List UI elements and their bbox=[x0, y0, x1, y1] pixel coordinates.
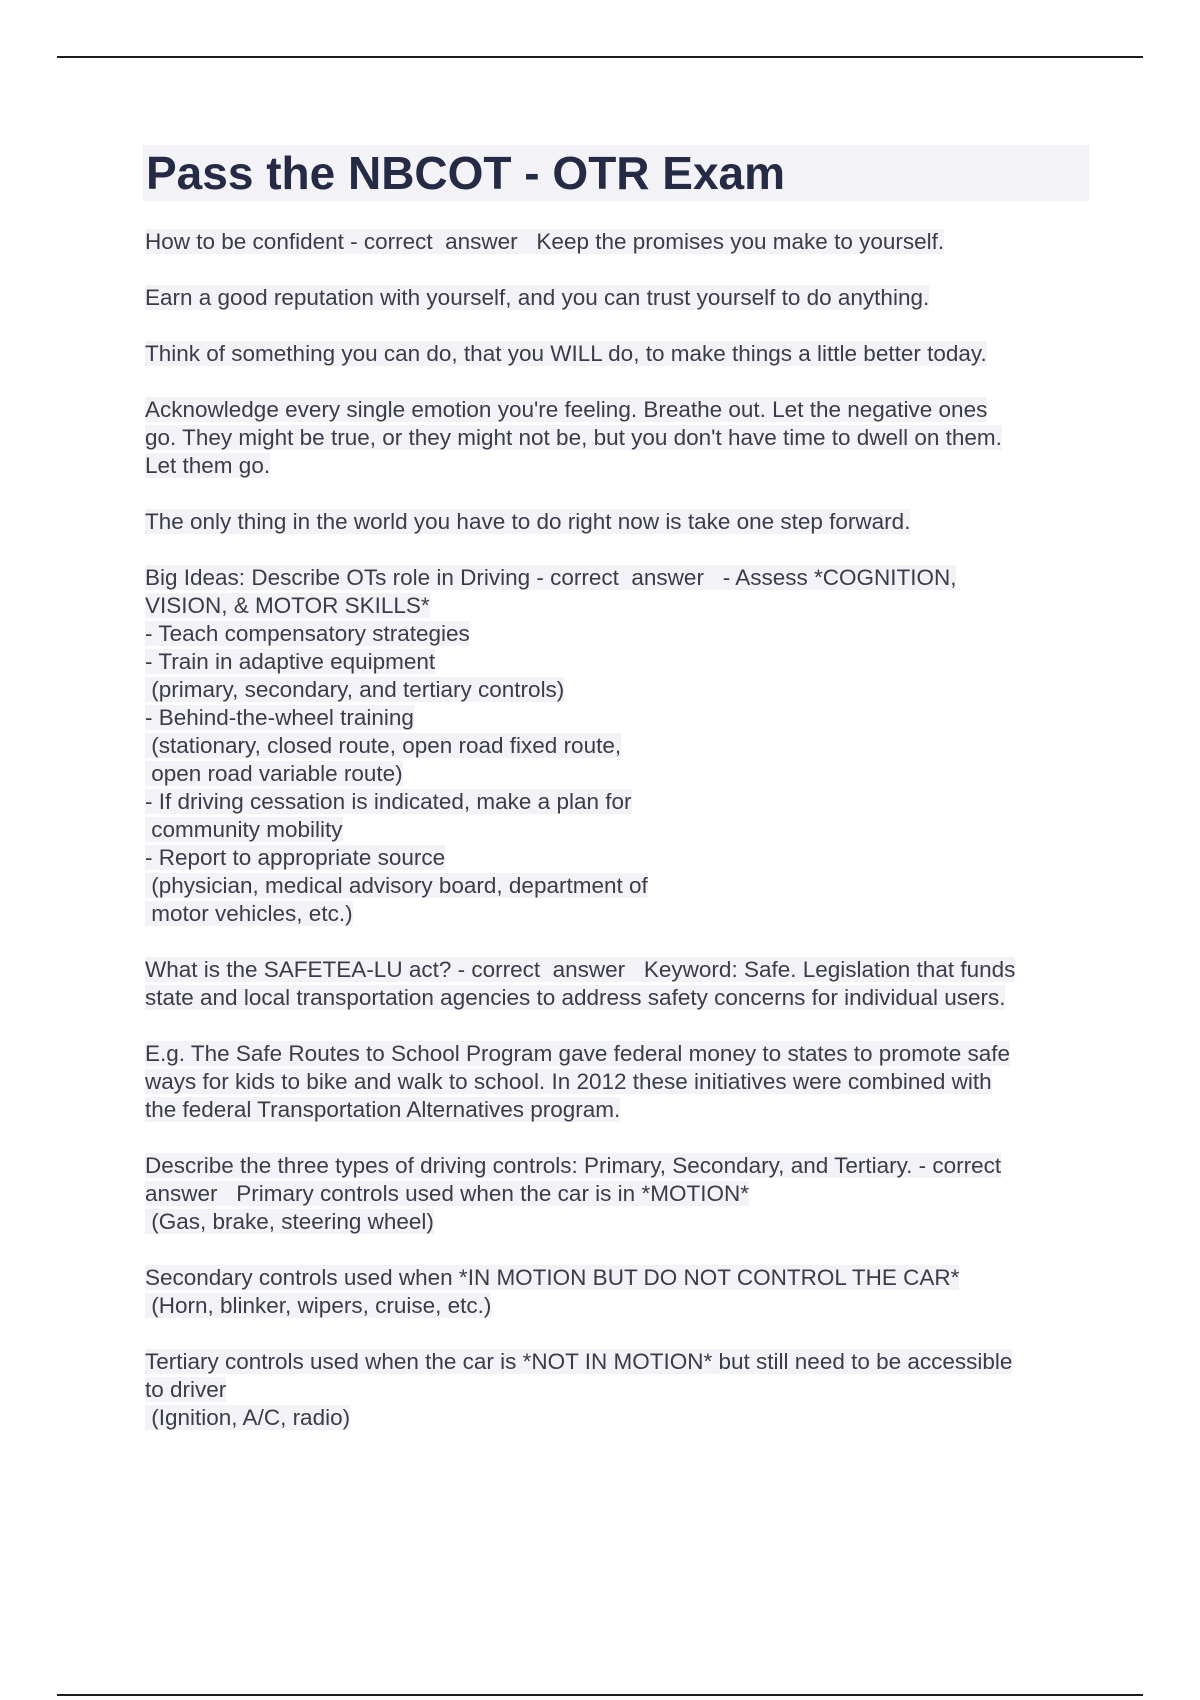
qa-paragraph bbox=[145, 396, 1100, 480]
text-line: VISION, & MOTOR SKILLS* bbox=[145, 593, 430, 618]
text-line: How to be confident - correct answer Keep the promises you make to yourself. bbox=[145, 229, 945, 254]
qa-paragraph bbox=[145, 508, 1100, 536]
qa-paragraph bbox=[145, 1264, 1100, 1320]
text-line: - Behind-the-wheel training bbox=[145, 705, 414, 730]
qa-paragraph bbox=[145, 228, 1100, 256]
text-line: Think of something you can do, that you WILL do, to make things a little better today. bbox=[145, 341, 987, 366]
qa-paragraph bbox=[145, 956, 1100, 1012]
qa-paragraph bbox=[145, 284, 1100, 312]
text-line: the federal Transportation Alternatives program. bbox=[145, 1097, 621, 1122]
text-line: go. They might be true, or they might not be, but you don't have time to dwell on them. bbox=[145, 425, 1002, 450]
qa-paragraph bbox=[145, 564, 1100, 928]
text-line: - Teach compensatory strategies bbox=[145, 621, 470, 646]
page-title: Pass the NBCOT - OTR Exam bbox=[146, 147, 786, 199]
text-line: Tertiary controls used when the car is *NOT IN MOTION* but still need to be accessible bbox=[145, 1349, 1013, 1374]
text-line: (Horn, blinker, wipers, cruise, etc.) bbox=[145, 1293, 492, 1318]
text-line: Earn a good reputation with yourself, and you can trust yourself to do anything. bbox=[145, 285, 930, 310]
qa-paragraph bbox=[145, 1348, 1100, 1432]
text-line: Let them go. bbox=[145, 453, 271, 478]
text-line: community mobility bbox=[145, 817, 343, 842]
text-line: (Gas, brake, steering wheel) bbox=[145, 1209, 434, 1234]
footer-rule bbox=[57, 1694, 1143, 1696]
text-line: (Ignition, A/C, radio) bbox=[145, 1405, 351, 1430]
text-line: ways for kids to bike and walk to school. In 2012 these initiatives were combined with bbox=[145, 1069, 992, 1094]
text-line: - Train in adaptive equipment bbox=[145, 649, 436, 674]
qa-paragraph bbox=[145, 1040, 1100, 1124]
text-line: Acknowledge every single emotion you're feeling. Breathe out. Let the negative ones bbox=[145, 397, 988, 422]
text-line: E.g. The Safe Routes to School Program gave federal money to states to promote safe bbox=[145, 1041, 1011, 1066]
text-line: to driver bbox=[145, 1377, 227, 1402]
text-line: Secondary controls used when *IN MOTION BUT DO NOT CONTROL THE CAR* bbox=[145, 1265, 960, 1290]
text-line: state and local transportation agencies to address safety concerns for individual users. bbox=[145, 985, 1006, 1010]
text-line: - If driving cessation is indicated, make a plan for bbox=[145, 789, 632, 814]
text-line: (physician, medical advisory board, department of bbox=[145, 873, 648, 898]
document-body bbox=[145, 228, 1100, 1460]
text-line: Describe the three types of driving controls: Primary, Secondary, and Tertiary. - correct bbox=[145, 1153, 1002, 1178]
qa-paragraph bbox=[145, 340, 1100, 368]
text-line: (primary, secondary, and tertiary controls) bbox=[145, 677, 565, 702]
text-line: - Report to appropriate source bbox=[145, 845, 446, 870]
text-line: (stationary, closed route, open road fixed route, bbox=[145, 733, 622, 758]
text-line: The only thing in the world you have to do right now is take one step forward. bbox=[145, 509, 911, 534]
text-line: open road variable route) bbox=[145, 761, 403, 786]
header-rule bbox=[57, 56, 1143, 58]
text-line: What is the SAFETEA-LU act? - correct answer Keyword: Safe. Legislation that funds bbox=[145, 957, 1016, 982]
text-line: motor vehicles, etc.) bbox=[145, 901, 353, 926]
text-line: answer Primary controls used when the car is in *MOTION* bbox=[145, 1181, 749, 1206]
text-line: Big Ideas: Describe OTs role in Driving - correct answer - Assess *COGNITION, bbox=[145, 565, 957, 590]
qa-paragraph bbox=[145, 1152, 1100, 1236]
